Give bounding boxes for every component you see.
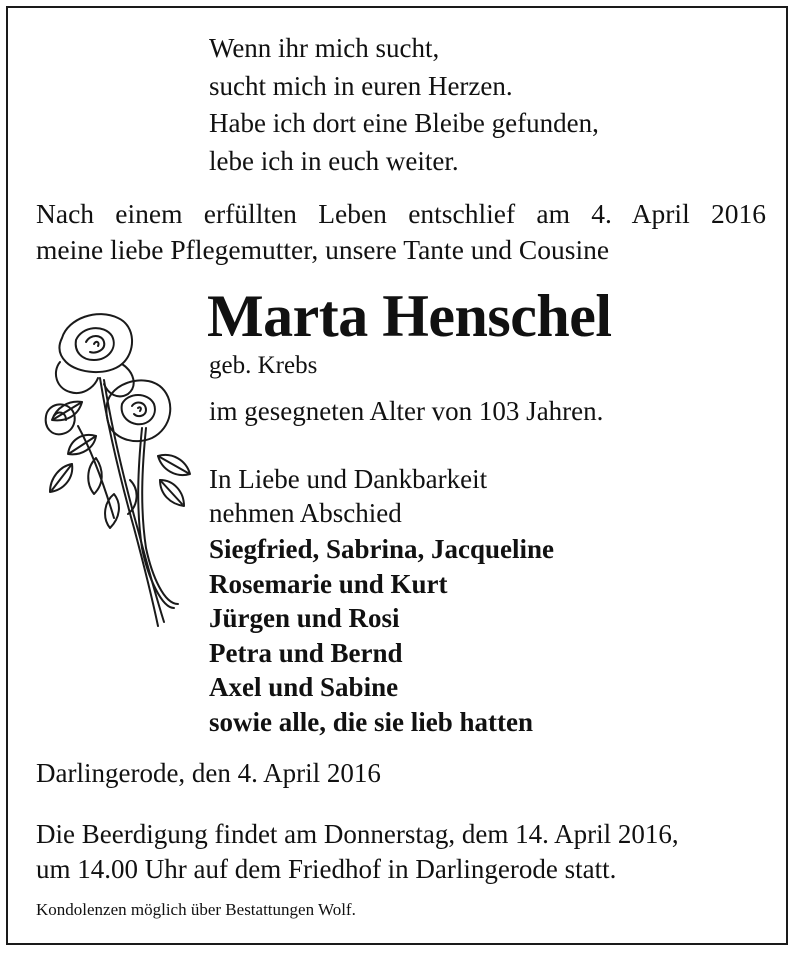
poem-line: sucht mich in euren Herzen.: [209, 70, 513, 101]
age-line: im gesegneten Alter von 103 Jahren.: [209, 396, 604, 426]
mourner-line: sowie alle, die sie lieb hatten: [209, 706, 533, 737]
mourner-line: Axel und Sabine: [209, 672, 399, 703]
farewell-line: In Liebe und Dankbarkeit: [209, 464, 488, 494]
intro-line-1: Nach einem erfüllten Leben entschlief am 4. April 2016: [36, 198, 766, 229]
poem-line: lebe ich in euch weiter.: [209, 145, 459, 176]
funeral-line: um 14.00 Uhr auf dem Friedhof in Darlingerode statt.: [36, 854, 617, 884]
poem-line: Habe ich dort eine Bleibe gefunden,: [209, 108, 599, 138]
funeral-info: [36, 817, 679, 887]
deceased-name: Marta Henschel: [207, 283, 612, 349]
mourner-line: Siegfried, Sabrina, Jacqueline: [209, 534, 555, 564]
intro-line-2: meine liebe Pflegemutter, unsere Tante und Cousine: [36, 234, 610, 265]
mourners-list: [209, 532, 554, 740]
mourner-line: Jürgen und Rosi: [209, 603, 400, 634]
mourner-line: Petra und Bernd: [209, 637, 403, 668]
farewell-line: nehmen Abschied: [209, 498, 402, 528]
farewell-text: [209, 462, 487, 530]
funeral-line: Die Beerdigung findet am Donnerstag, dem 14. April 2016,: [36, 819, 679, 849]
condolences-note: Kondolenzen möglich über Bestattungen Wolf.: [36, 900, 356, 919]
poem: [209, 30, 599, 180]
birth-name: geb. Krebs: [209, 352, 318, 379]
mourner-line: Rosemarie und Kurt: [209, 568, 448, 599]
place-date: Darlingerode, den 4. April 2016: [36, 758, 381, 788]
poem-line: Wenn ihr mich sucht,: [209, 33, 440, 63]
roses-illustration-icon: [38, 308, 198, 638]
